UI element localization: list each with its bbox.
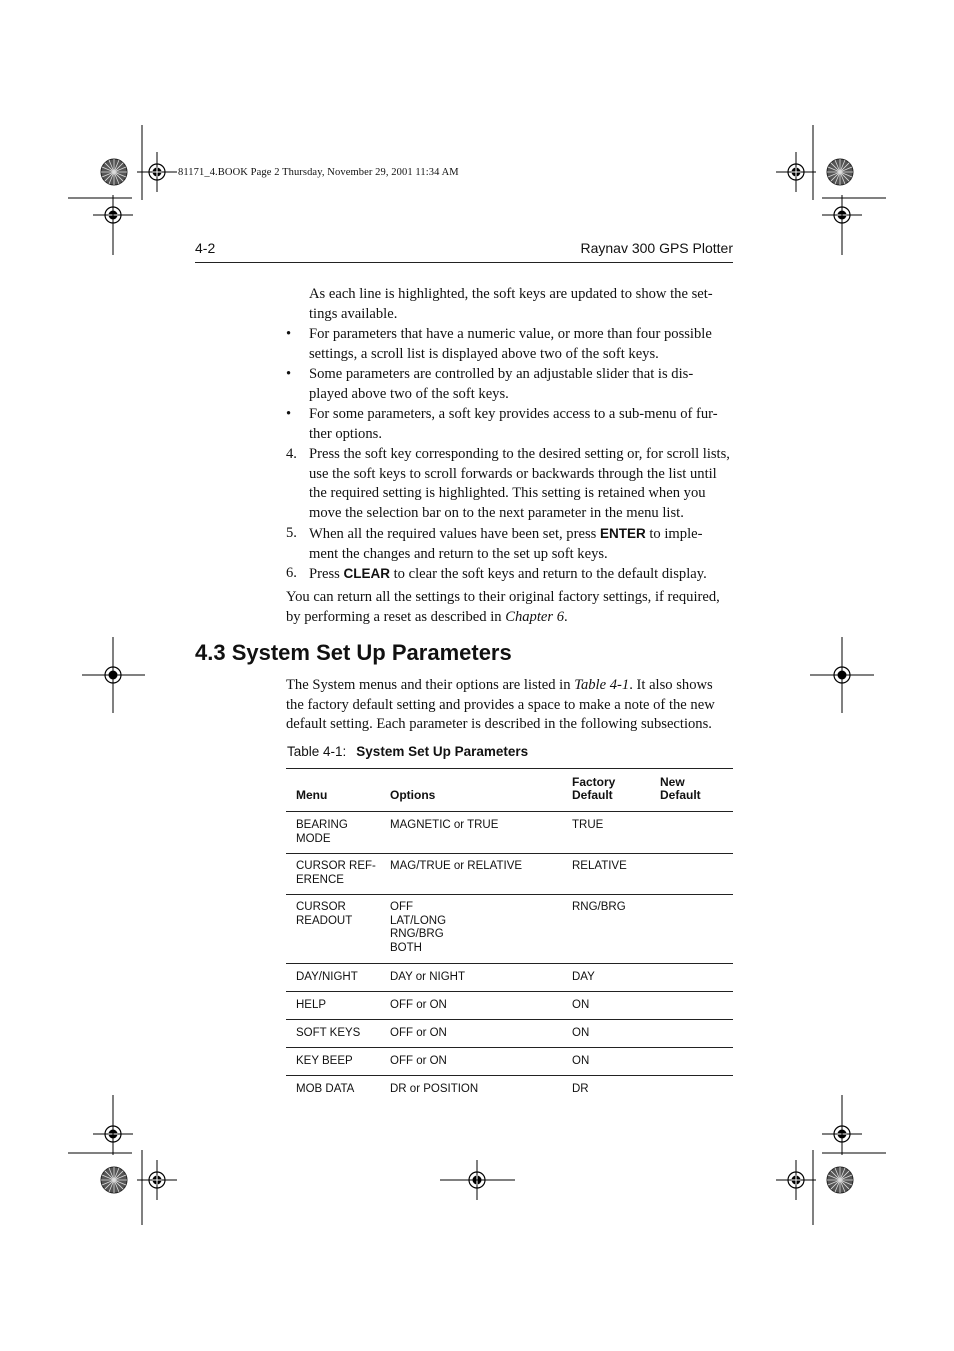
step-6	[286, 564, 734, 584]
clear-key-label: CLEAR	[343, 566, 390, 581]
print-stamp: 81171_4.BOOK Page 2 Thursday, November 29, 2001 11:34 AM	[178, 167, 459, 178]
bullet-mark: •	[286, 366, 292, 382]
step-text-post: to clear the soft keys and return to the default display.	[389, 566, 707, 582]
cell-factory-default: TRUE	[572, 819, 604, 831]
cell-options: DR or POSITION	[390, 1083, 479, 1095]
table-row	[286, 1075, 733, 1103]
table-reference: Table 4-1	[574, 677, 630, 693]
step-number: 6.	[286, 565, 297, 581]
cell-options: OFF or ON	[390, 1027, 447, 1039]
step-number: 4.	[286, 446, 297, 462]
bullet-text: Some parameters are controlled by an adjustable slider that is dis- played above two of the soft keys.	[309, 366, 694, 402]
bullet-item	[286, 405, 734, 445]
step-text	[309, 524, 731, 564]
step-text	[309, 564, 731, 585]
book-title: Raynav 300 GPS Plotter	[580, 240, 733, 256]
cell-menu: HELP	[296, 999, 327, 1011]
intro-paragraph: As each line is highlighted, the soft keys are updated to show the set- tings available.	[309, 286, 713, 322]
bullet-mark: •	[286, 326, 292, 342]
cell-factory-default: ON	[572, 999, 590, 1011]
cell-menu: KEY BEEP	[296, 1055, 353, 1067]
reset-text: You can return all the settings to their original factory settings, if required, by performing a reset as described in	[286, 589, 720, 625]
section-text: The System menus and their options are listed in	[286, 677, 575, 693]
bullet-item	[286, 365, 734, 405]
step-4	[286, 445, 734, 525]
table-row	[286, 1019, 733, 1048]
cell-menu: DAY/NIGHT	[296, 971, 358, 983]
bullet-text: For parameters that have a numeric value, or more than four possible settings, a scroll list is displayed above two of the soft keys.	[309, 326, 712, 362]
cell-menu: BEARING MODE	[296, 819, 348, 845]
cell-factory-default: ON	[572, 1027, 590, 1039]
cell-menu: CURSOR READOUT	[296, 901, 353, 927]
table-title: System Set Up Parameters	[356, 744, 529, 759]
table-row	[286, 991, 733, 1020]
header-factory-default: Factory Default	[572, 775, 616, 802]
table-row	[286, 1047, 733, 1076]
cell-menu: CURSOR REF- ERENCE	[296, 860, 376, 886]
page-number: 4-2	[195, 240, 216, 256]
step-5	[286, 524, 734, 564]
cell-options: MAGNETIC or TRUE	[390, 819, 499, 831]
table-caption	[287, 744, 528, 759]
table-header-row	[286, 768, 733, 812]
running-header	[195, 240, 733, 263]
bullet-item	[286, 325, 734, 365]
header-new-default: New Default	[660, 775, 701, 802]
cell-menu: MOB DATA	[296, 1083, 355, 1095]
cell-factory-default: DAY	[572, 971, 595, 983]
step-number: 5.	[286, 525, 297, 541]
enter-key-label: ENTER	[599, 526, 646, 541]
step-text-post: to imple- ment the changes and return to the set up soft keys.	[309, 526, 703, 562]
bullet-mark: •	[286, 406, 292, 422]
cell-options: OFF or ON	[390, 999, 447, 1011]
cell-options: MAG/TRUE or RELATIVE	[390, 860, 523, 872]
table-row	[286, 963, 733, 992]
cell-factory-default: DR	[572, 1083, 589, 1095]
step-text: Press the soft key corresponding to the desired setting or, for scroll lists, use the soft keys to scroll forwards or backwards through the list until the required setting is highlighted. This setting is retained when you move the selection bar on to the next parameter in the menu list.	[309, 446, 730, 521]
reset-paragraph	[286, 588, 734, 627]
step-text-pre: Press	[309, 566, 344, 582]
cell-options: OFF LAT/LONG RNG/BRG BOTH	[390, 901, 447, 954]
table-row	[286, 811, 733, 854]
header-options: Options	[390, 788, 436, 802]
table-label: Table 4-1:	[287, 744, 347, 759]
cell-options: OFF or ON	[390, 1055, 447, 1067]
section-heading: 4.3 System Set Up Parameters	[195, 640, 512, 665]
cell-menu: SOFT KEYS	[296, 1027, 361, 1039]
bullet-text: For some parameters, a soft key provides access to a sub-menu of fur- ther options.	[309, 406, 718, 442]
reset-text-end: .	[564, 608, 568, 625]
cell-factory-default: RELATIVE	[572, 860, 627, 872]
section-paragraph	[286, 676, 734, 735]
cell-factory-default: RNG/BRG	[572, 901, 626, 913]
step-text-pre: When all the required values have been set, press	[309, 526, 600, 542]
cell-options: DAY or NIGHT	[390, 971, 465, 983]
table-row	[286, 894, 733, 964]
chapter-reference: Chapter 6	[505, 608, 565, 625]
header-menu: Menu	[296, 788, 328, 802]
table-row	[286, 853, 733, 895]
section-text-end: . It also shows the factory default setting and provides a space to make a note of the new default setting. Each parameter is described in the following subsections.	[286, 677, 715, 732]
cell-factory-default: ON	[572, 1055, 590, 1067]
